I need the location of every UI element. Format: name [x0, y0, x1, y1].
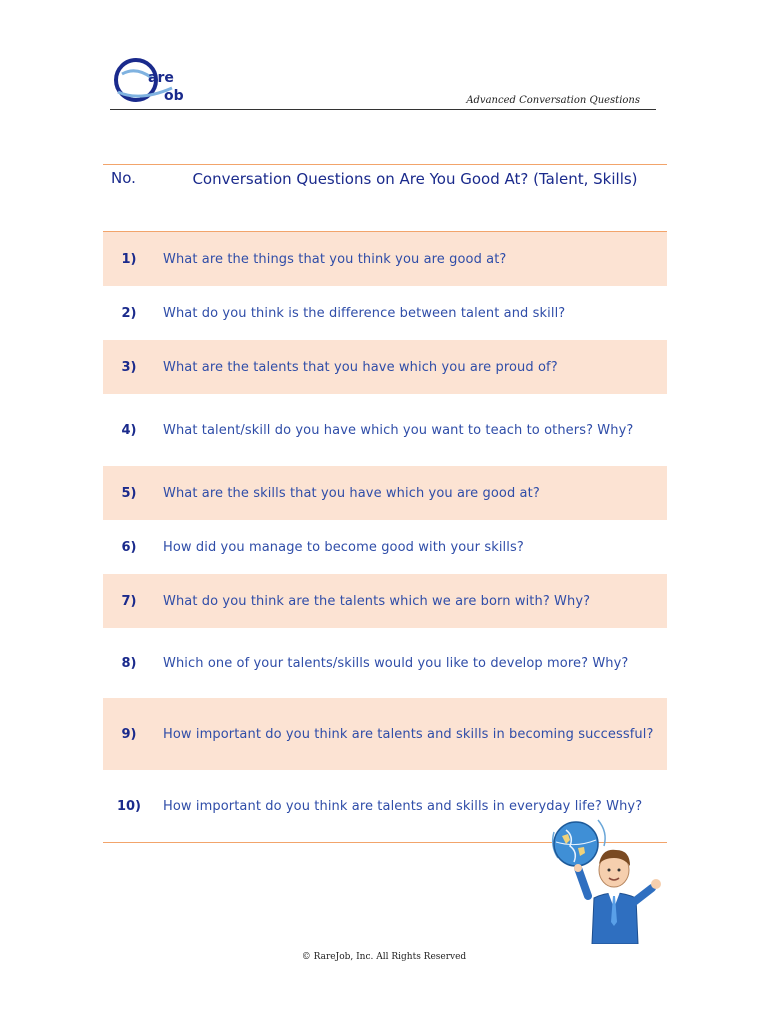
logo-text-top: are — [148, 70, 174, 86]
question-number: 2) — [121, 305, 137, 321]
column-header-number: No. — [111, 169, 136, 187]
question-text: How did you manage to become good with your skills? — [163, 539, 524, 555]
question-text: Which one of your talents/skills would you like to develop more? Why? — [163, 655, 629, 671]
question-number: 10) — [116, 798, 142, 814]
businessman-globe-illustration — [548, 812, 666, 944]
logo-text-bottom: ob — [164, 88, 184, 104]
table-row — [103, 466, 667, 520]
question-text: What are the talents that you have which you are proud of? — [163, 359, 558, 375]
table-row — [103, 574, 667, 628]
table-row — [103, 698, 667, 770]
question-text: What talent/skill do you have which you want to teach to others? Why? — [163, 422, 634, 438]
question-text: What do you think are the talents which we are born with? Why? — [163, 593, 591, 609]
table-row — [103, 340, 667, 394]
question-text: What are the skills that you have which you are good at? — [163, 485, 540, 501]
table-row — [103, 628, 667, 698]
document-header-title: Advanced Conversation Questions — [466, 95, 640, 106]
question-number: 8) — [121, 655, 137, 671]
table-row — [103, 286, 667, 340]
header-rule — [110, 109, 656, 110]
question-number: 7) — [121, 593, 137, 609]
question-text: What do you think is the difference between talent and skill? — [163, 305, 566, 321]
question-text: How important do you think are talents and skills in everyday life? Why? — [163, 798, 643, 814]
question-text: What are the things that you think you are good at? — [163, 251, 507, 267]
column-header-questions: Conversation Questions on Are You Good At? (Talent, Skills) — [192, 170, 638, 188]
table-header — [103, 164, 667, 232]
table-row — [103, 232, 667, 286]
table-row — [103, 394, 667, 466]
question-number: 9) — [121, 726, 137, 742]
question-number: 1) — [121, 251, 137, 267]
question-number: 4) — [121, 422, 137, 438]
question-number: 6) — [121, 539, 137, 555]
question-number: 3) — [121, 359, 137, 375]
rarejob-logo — [112, 52, 212, 108]
question-number: 5) — [121, 485, 137, 501]
questions-table — [103, 164, 667, 843]
table-row — [103, 520, 667, 574]
question-text: How important do you think are talents and skills in becoming successful? — [163, 726, 654, 742]
copyright-footer: © RareJob, Inc. All Rights Reserved — [301, 952, 467, 962]
